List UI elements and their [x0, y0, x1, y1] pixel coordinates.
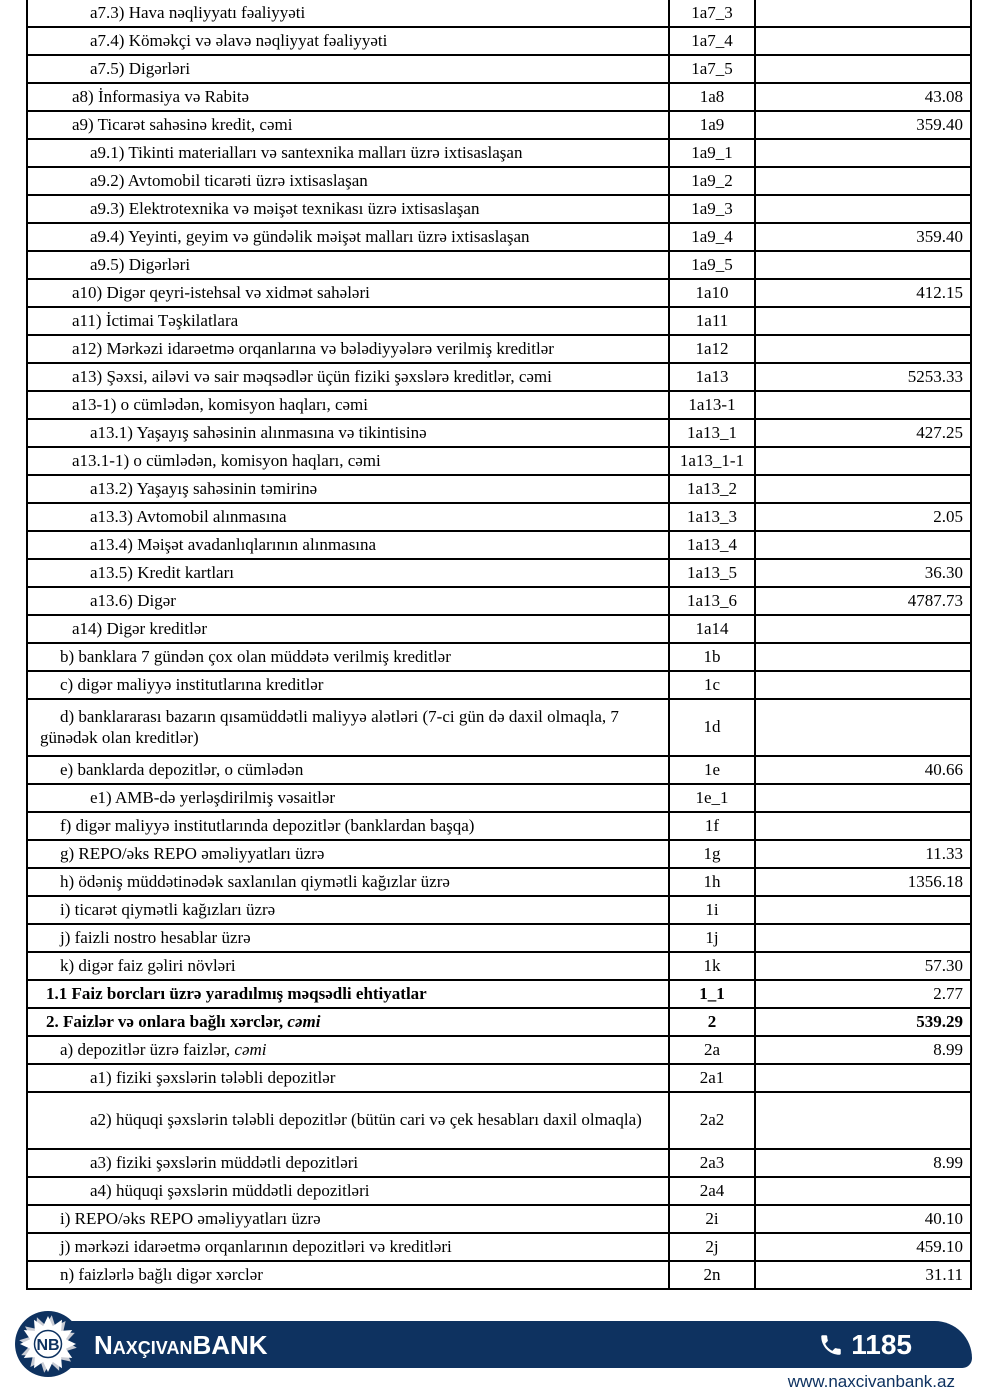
row-label-cell — [28, 392, 668, 418]
table-row — [28, 757, 970, 785]
report-table — [26, 0, 972, 1290]
row-label-text — [40, 816, 662, 837]
row-label-cell — [28, 1206, 668, 1232]
row-label-text — [40, 3, 662, 24]
row-code: 1a7_3 — [668, 0, 756, 26]
row-value — [756, 336, 970, 362]
row-value — [756, 925, 970, 951]
row-label-cell — [28, 1262, 668, 1288]
row-value — [756, 476, 970, 502]
row-label: a13.3) Avtomobil alınmasına — [90, 506, 287, 526]
footer-bar — [44, 1321, 972, 1368]
row-label-text — [40, 1012, 662, 1033]
row-label-text — [40, 1110, 662, 1131]
row-code: 2n — [668, 1262, 756, 1288]
row-value: 412.15 — [916, 282, 963, 302]
row-value — [756, 392, 970, 418]
row-value: 427.25 — [916, 422, 963, 442]
row-label-cell — [28, 869, 668, 895]
table-row — [28, 869, 970, 897]
table-row — [28, 112, 970, 140]
row-code: 2a3 — [668, 1150, 756, 1176]
row-label-cell — [28, 813, 668, 839]
table-row — [28, 1206, 970, 1234]
row-code: 1h — [668, 869, 756, 895]
table-row — [28, 841, 970, 869]
table-row — [28, 532, 970, 560]
row-label: h) ödəniş müddətinədək saxlanılan qiymətli kağızlar üzrə — [60, 871, 450, 891]
row-label-italic-suffix: cəmi — [287, 1011, 321, 1031]
row-code: 1g — [668, 841, 756, 867]
table-row — [28, 476, 970, 504]
row-label-cell — [28, 672, 668, 698]
row-label: a7.3) Hava nəqliyyatı fəaliyyəti — [90, 2, 306, 22]
row-label-cell — [28, 364, 668, 390]
row-value — [756, 448, 970, 474]
row-label: a12) Mərkəzi idarəetmə orqanlarına və bələdiyyələrə verilmiş kreditlər — [72, 338, 554, 358]
row-label: a11) İctimai Təşkilatlara — [72, 310, 239, 330]
row-label-cell — [28, 448, 668, 474]
row-label-text — [40, 619, 662, 640]
table-row — [28, 925, 970, 953]
row-value: 31.11 — [925, 1264, 963, 1284]
row-label-text — [40, 675, 662, 696]
row-label-cell — [28, 532, 668, 558]
row-label: i) ticarət qiymətli kağızları üzrə — [60, 899, 276, 919]
row-label-cell — [28, 252, 668, 278]
row-label-text — [40, 479, 662, 500]
row-value — [756, 1093, 970, 1148]
row-label-cell — [28, 504, 668, 530]
row-code: 1e_1 — [668, 785, 756, 811]
row-value — [756, 140, 970, 166]
table-row — [28, 1150, 970, 1178]
row-code: 1a9_1 — [668, 140, 756, 166]
table-row — [28, 252, 970, 280]
row-label: a13.5) Kredit kartları — [90, 562, 234, 582]
table-row — [28, 1262, 970, 1290]
row-value — [756, 1065, 970, 1091]
row-value — [756, 813, 970, 839]
row-label-cell — [28, 28, 668, 54]
table-row — [28, 813, 970, 841]
row-code: 1a7_4 — [668, 28, 756, 54]
row-label: a13) Şəxsi, ailəvi və sair məqsədlər üçün fiziki şəxslərə kreditlər, cəmi — [72, 366, 552, 386]
table-row — [28, 897, 970, 925]
row-value: 1356.18 — [907, 871, 963, 891]
row-label: 1.1 Faiz borcları üzrə yaradılmış məqsədli ehtiyatlar — [46, 983, 427, 1003]
row-label-cell — [28, 1178, 668, 1204]
row-value — [756, 532, 970, 558]
row-label-cell — [28, 224, 668, 250]
row-label-italic-suffix: cəmi — [234, 1039, 267, 1059]
row-value: 2.05 — [933, 506, 963, 526]
table-row — [28, 196, 970, 224]
row-label-cell — [28, 56, 668, 82]
row-label: a13.1-1) o cümlədən, komisyon haqları, cəmi — [72, 450, 381, 470]
row-label-text — [40, 591, 662, 612]
row-label-text — [40, 143, 662, 164]
row-label-text — [40, 788, 662, 809]
table-row — [28, 420, 970, 448]
row-code: 1i — [668, 897, 756, 923]
row-value — [756, 196, 970, 222]
row-code: 1e — [668, 757, 756, 783]
row-label: a9.2) Avtomobil ticarəti üzrə ixtisaslaşan — [90, 170, 368, 190]
row-label-text — [40, 199, 662, 220]
row-code: 1a9_3 — [668, 196, 756, 222]
row-label-text — [40, 900, 662, 921]
row-label-cell — [28, 336, 668, 362]
row-label-text — [40, 844, 662, 865]
row-label-cell — [28, 84, 668, 110]
row-label-text — [40, 171, 662, 192]
row-label-cell — [28, 1234, 668, 1260]
row-code: 1a9 — [668, 112, 756, 138]
table-row — [28, 785, 970, 813]
bank-logo-initials: NB — [36, 1337, 60, 1354]
row-label-cell — [28, 280, 668, 306]
row-label-text — [40, 367, 662, 388]
row-label-text — [40, 283, 662, 304]
row-value: 40.10 — [924, 1208, 963, 1228]
table-row — [28, 140, 970, 168]
row-label: a7.4) Köməkçi və əlavə nəqliyyat fəaliyyəti — [90, 30, 388, 50]
row-code: 1c — [668, 672, 756, 698]
phone-number: 1185 — [851, 1328, 912, 1360]
row-label: a10) Digər qeyri-istehsal və xidmət sahələri — [72, 282, 370, 302]
row-value — [756, 785, 970, 811]
row-value — [756, 897, 970, 923]
row-label-text — [40, 1153, 662, 1174]
row-code: 1a13_2 — [668, 476, 756, 502]
row-value — [756, 56, 970, 82]
row-label: a9.4) Yeyinti, geyim və gündəlik məişət malları üzrə ixtisaslaşan — [90, 226, 530, 246]
row-label-cell — [28, 644, 668, 670]
table-row — [28, 560, 970, 588]
row-code: 1d — [668, 700, 756, 755]
row-label-text — [40, 31, 662, 52]
row-label: j) faizli nostro hesablar üzrə — [60, 927, 251, 947]
row-label: a13.6) Digər — [90, 590, 176, 610]
row-value — [756, 168, 970, 194]
table-row — [28, 981, 970, 1009]
table-row — [28, 56, 970, 84]
bank-brand — [94, 1329, 268, 1360]
row-label-text — [40, 339, 662, 360]
bank-logo-icon — [14, 1310, 82, 1378]
row-code: 1a10 — [668, 280, 756, 306]
row-label-cell — [28, 1009, 668, 1035]
row-code: 1a13_6 — [668, 588, 756, 614]
row-label: a4) hüquqi şəxslərin müddətli depozitləri — [90, 1180, 370, 1200]
table-row — [28, 448, 970, 476]
table-row — [28, 0, 970, 28]
row-code: 1a11 — [668, 308, 756, 334]
row-code: 1b — [668, 644, 756, 670]
row-label-text — [40, 255, 662, 276]
row-label-text — [40, 227, 662, 248]
row-label-text — [40, 87, 662, 108]
row-value: 36.30 — [924, 562, 963, 582]
table-row — [28, 336, 970, 364]
row-label: f) digər maliyyə institutlarında depozitlər (banklardan başqa) — [60, 815, 475, 835]
table-row — [28, 308, 970, 336]
row-value — [756, 672, 970, 698]
row-code: 2a1 — [668, 1065, 756, 1091]
row-label-cell — [28, 953, 668, 979]
row-label-text — [40, 1040, 662, 1061]
table-row — [28, 616, 970, 644]
row-label: j) mərkəzi idarəetmə orqanlarının depozitləri və kreditləri — [60, 1236, 452, 1256]
row-code: 1a13_1-1 — [668, 448, 756, 474]
row-label-text — [40, 707, 662, 748]
bank-name-primary: Naxçıvan — [94, 1329, 193, 1360]
row-value: 11.33 — [925, 843, 963, 863]
row-label: a9.5) Digərləri — [90, 254, 191, 274]
row-label: d) banklararası bazarın qısamüddətli maliyyə alətləri (7-ci gün də daxil olmaqla, 7 günədək olan kreditlər) — [40, 706, 619, 747]
table-row — [28, 588, 970, 616]
row-value: 40.66 — [924, 759, 963, 779]
row-label: g) REPO/əks REPO əməliyyatları üzrə — [60, 843, 325, 863]
row-label-text — [40, 647, 662, 668]
row-label-text — [40, 984, 662, 1005]
table-row — [28, 700, 970, 757]
row-value — [756, 1178, 970, 1204]
row-label: k) digər faiz gəliri növləri — [60, 955, 236, 975]
row-code: 1a13_3 — [668, 504, 756, 530]
table-row — [28, 953, 970, 981]
row-code: 2a — [668, 1037, 756, 1063]
row-label: a13.2) Yaşayış sahəsinin təmirinə — [90, 478, 318, 498]
row-label: i) REPO/əks REPO əməliyyatları üzrə — [60, 1208, 321, 1228]
row-value: 8.99 — [933, 1152, 963, 1172]
bank-name-secondary: BANK — [192, 1329, 268, 1360]
row-value: 2.77 — [933, 983, 963, 1003]
row-code: 2a2 — [668, 1093, 756, 1148]
row-label-text — [40, 395, 662, 416]
row-label-cell — [28, 1093, 668, 1148]
row-label: a9) Ticarət sahəsinə kredit, cəmi — [72, 114, 293, 134]
row-code: 2j — [668, 1234, 756, 1260]
row-label: e) banklarda depozitlər, o cümlədən — [60, 759, 304, 779]
row-label-text — [40, 1237, 662, 1258]
row-label-cell — [28, 700, 668, 755]
row-code: 1a14 — [668, 616, 756, 642]
row-code: 2 — [668, 1009, 756, 1035]
row-label-cell — [28, 476, 668, 502]
row-code: 1a13 — [668, 364, 756, 390]
row-label-cell — [28, 897, 668, 923]
row-label-cell — [28, 420, 668, 446]
row-label-text — [40, 563, 662, 584]
row-value — [756, 308, 970, 334]
row-label: a13.4) Məişət avadanlıqlarının alınmasına — [90, 534, 377, 554]
row-value — [756, 644, 970, 670]
table-row — [28, 644, 970, 672]
phone-contact — [818, 1328, 912, 1360]
row-label-cell — [28, 785, 668, 811]
row-value — [756, 700, 970, 755]
row-code: 1a9_5 — [668, 252, 756, 278]
row-label-cell — [28, 560, 668, 586]
row-label-cell — [28, 1037, 668, 1063]
row-label: n) faizlərlə bağlı digər xərclər — [60, 1264, 263, 1284]
row-code: 1a13_5 — [668, 560, 756, 586]
row-label-cell — [28, 616, 668, 642]
table-row — [28, 28, 970, 56]
row-label: a3) fiziki şəxslərin müddətli depozitləri — [90, 1152, 359, 1172]
table-row — [28, 224, 970, 252]
table-row — [28, 84, 970, 112]
row-value — [756, 616, 970, 642]
row-value: 359.40 — [916, 114, 963, 134]
row-label-text — [40, 311, 662, 332]
row-label: a2) hüquqi şəxslərin tələbli depozitlər (bütün cari və çek hesabları daxil olmaqla) — [90, 1110, 642, 1130]
row-label: a8) İnformasiya və Rabitə — [72, 86, 250, 106]
row-label-cell — [28, 308, 668, 334]
table-row — [28, 504, 970, 532]
row-label: a13-1) o cümlədən, komisyon haqları, cəmi — [72, 394, 368, 414]
bank-name — [94, 1329, 268, 1360]
table-row — [28, 364, 970, 392]
row-label-cell — [28, 588, 668, 614]
table-row — [28, 280, 970, 308]
row-label: a) depozitlər üzrə faizlər, — [60, 1039, 235, 1059]
table-row — [28, 1234, 970, 1262]
row-value — [756, 28, 970, 54]
row-value: 43.08 — [924, 86, 963, 106]
row-label-cell — [28, 196, 668, 222]
row-code: 1f — [668, 813, 756, 839]
row-label: a9.3) Elektrotexnika və məişət texnikası üzrə ixtisaslaşan — [90, 198, 480, 218]
row-value: 459.10 — [916, 1236, 963, 1256]
row-code: 1a13_1 — [668, 420, 756, 446]
row-value — [756, 252, 970, 278]
table-row — [28, 672, 970, 700]
row-code: 1k — [668, 953, 756, 979]
row-value: 539.29 — [916, 1011, 963, 1031]
row-label-text — [40, 1209, 662, 1230]
row-label-cell — [28, 841, 668, 867]
table-row — [28, 1093, 970, 1150]
phone-icon — [818, 1332, 844, 1358]
row-value: 57.30 — [924, 955, 963, 975]
row-label-cell — [28, 925, 668, 951]
row-code: 1a12 — [668, 336, 756, 362]
row-code: 1_1 — [668, 981, 756, 1007]
table-row — [28, 392, 970, 420]
row-code: 1a7_5 — [668, 56, 756, 82]
row-value: 8.99 — [933, 1039, 963, 1059]
row-label: a9.1) Tikinti materialları və santexnika malları üzrə ixtisaslaşan — [90, 142, 523, 162]
row-label-text — [40, 1265, 662, 1286]
row-label-text — [40, 451, 662, 472]
row-code: 1a13_4 — [668, 532, 756, 558]
row-label-text — [40, 59, 662, 80]
row-code: 1a9_4 — [668, 224, 756, 250]
row-label: e1) AMB-də yerləşdirilmiş vəsaitlər — [90, 787, 336, 807]
table-row — [28, 1009, 970, 1037]
row-code: 2i — [668, 1206, 756, 1232]
row-label: a14) Digər kreditlər — [72, 618, 207, 638]
row-label-cell — [28, 981, 668, 1007]
row-code: 1j — [668, 925, 756, 951]
table-row — [28, 1065, 970, 1093]
row-label: b) banklara 7 gündən çox olan müddətə verilmiş kreditlər — [60, 646, 451, 666]
row-label-text — [40, 956, 662, 977]
table-row — [28, 1178, 970, 1206]
row-label-cell — [28, 0, 668, 26]
row-code: 1a8 — [668, 84, 756, 110]
row-value: 359.40 — [916, 226, 963, 246]
row-code: 1a13-1 — [668, 392, 756, 418]
row-label-text — [40, 1181, 662, 1202]
row-value: 5253.33 — [907, 366, 963, 386]
row-label-text — [40, 760, 662, 781]
row-label: a7.5) Digərləri — [90, 58, 191, 78]
row-label-text — [40, 535, 662, 556]
row-label-cell — [28, 168, 668, 194]
table-row — [28, 168, 970, 196]
row-label-text — [40, 928, 662, 949]
website-url: www.naxcivanbank.az — [787, 1372, 955, 1391]
row-label-cell — [28, 1065, 668, 1091]
row-label-text — [40, 507, 662, 528]
row-label-text — [40, 423, 662, 444]
row-value — [756, 0, 970, 26]
row-label-cell — [28, 757, 668, 783]
table-row — [28, 1037, 970, 1065]
row-label: a13.1) Yaşayış sahəsinin alınmasına və tikintisinə — [90, 422, 427, 442]
footer — [0, 1290, 1000, 1392]
row-label-cell — [28, 1150, 668, 1176]
row-label: c) digər maliyyə institutlarına kreditlər — [60, 674, 324, 694]
row-code: 2a4 — [668, 1178, 756, 1204]
row-label: a1) fiziki şəxslərin tələbli depozitlər — [90, 1067, 336, 1087]
row-label-cell — [28, 112, 668, 138]
row-label-text — [40, 872, 662, 893]
row-label: 2. Faizlər və onlara bağlı xərclər, — [46, 1011, 288, 1031]
row-value: 4787.73 — [907, 590, 963, 610]
row-label-cell — [28, 140, 668, 166]
row-code: 1a9_2 — [668, 168, 756, 194]
row-label-text — [40, 115, 662, 136]
row-label-text — [40, 1068, 662, 1089]
